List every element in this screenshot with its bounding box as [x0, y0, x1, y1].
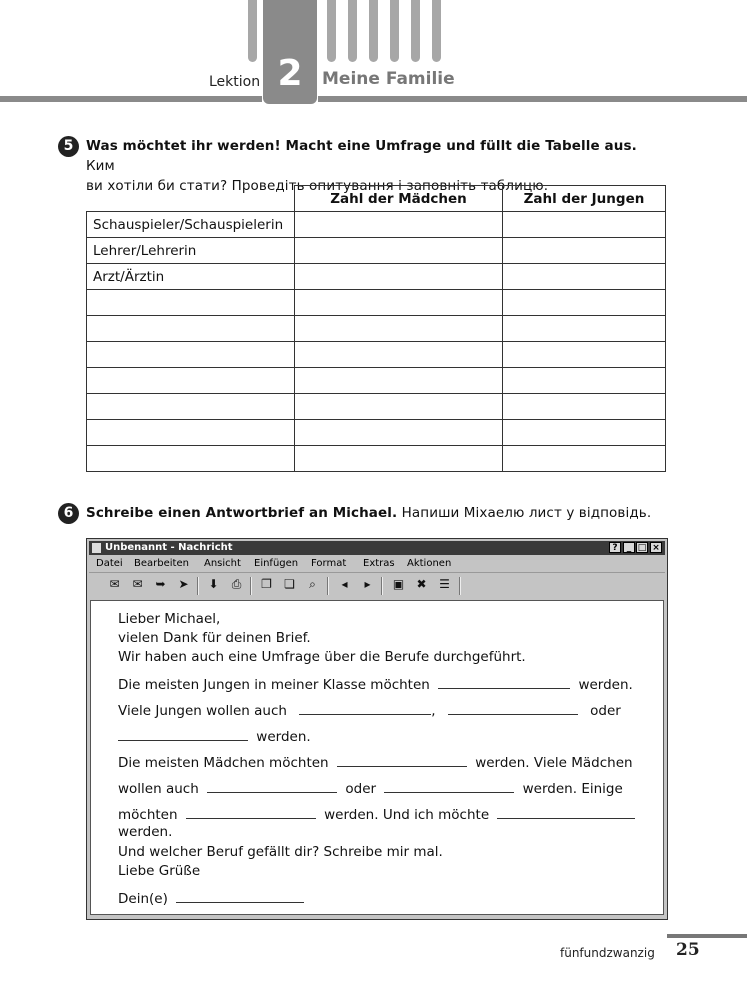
letter-line	[118, 806, 639, 823]
move-icon[interactable]: ❏	[284, 577, 295, 591]
answer-blank[interactable]	[448, 702, 578, 715]
toolbar-separator	[327, 577, 329, 595]
girls-count-cell[interactable]	[295, 394, 503, 420]
letter-text: oder	[345, 781, 377, 797]
letter-text: Dein(e)	[118, 891, 168, 907]
profession-cell: Arzt/Ärztin	[87, 264, 295, 290]
letter-line	[118, 780, 623, 797]
letter-text: werden. Und ich möchte	[324, 807, 490, 823]
message-window	[86, 538, 668, 920]
previous-icon[interactable]: ◂	[341, 577, 348, 591]
letter-text: werden.	[256, 729, 311, 745]
menu-extras[interactable]: Extras	[363, 558, 395, 569]
profession-cell: Lehrer/Lehrerin	[87, 238, 295, 264]
toolbar-separator	[250, 577, 252, 595]
letter-text: wollen auch	[118, 781, 199, 797]
header-rule-right	[318, 96, 747, 102]
boys-count-cell[interactable]	[503, 446, 666, 472]
table-row	[87, 238, 666, 264]
window-titlebar	[89, 541, 665, 555]
girls-count-cell[interactable]	[295, 446, 503, 472]
answer-blank[interactable]	[207, 780, 337, 793]
header-stripe	[348, 0, 357, 62]
task-5-instruction-uk-2: ви хотіли би стати? Проведіть опитування і заповніть таблицю.	[86, 178, 549, 194]
profession-cell[interactable]	[87, 290, 295, 316]
table-row	[87, 368, 666, 394]
table-header-boys: Zahl der Jungen	[503, 186, 666, 212]
table-row	[87, 446, 666, 472]
task-6-instruction	[86, 503, 666, 523]
header-stripe	[248, 0, 257, 62]
header-stripe	[411, 0, 420, 62]
forward-icon[interactable]: ➥	[155, 577, 166, 591]
girls-count-cell[interactable]	[295, 316, 503, 342]
survey-table	[86, 185, 666, 472]
letter-line: Und welcher Beruf gefällt dir? Schreibe mir mal.	[118, 844, 443, 860]
table-row	[87, 342, 666, 368]
answer-blank[interactable]	[299, 702, 431, 715]
boys-count-cell[interactable]	[503, 420, 666, 446]
letter-text: werden.	[578, 677, 633, 693]
maximize-button[interactable]: □	[637, 543, 647, 553]
boys-count-cell[interactable]	[503, 368, 666, 394]
profession-cell[interactable]	[87, 316, 295, 342]
reply-icon[interactable]: ✉	[109, 577, 120, 591]
boys-count-cell[interactable]	[503, 394, 666, 420]
window-title: Unbenannt - Nachricht	[105, 542, 233, 553]
menu-aktionen[interactable]: Aktionen	[407, 558, 452, 569]
girls-count-cell[interactable]	[295, 290, 503, 316]
letter-line: werden.	[118, 824, 173, 840]
profession-cell[interactable]	[87, 342, 295, 368]
menu-bar	[89, 556, 665, 571]
letter-line: Wir haben auch eine Umfrage über die Berufe durchgeführt.	[118, 649, 526, 665]
lesson-number: 2	[277, 53, 303, 94]
boys-count-cell[interactable]	[503, 212, 666, 238]
reply-all-icon[interactable]: ✉	[132, 577, 143, 591]
girls-count-cell[interactable]	[295, 368, 503, 394]
inbox-icon[interactable]: ▣	[392, 577, 405, 591]
lektion-label: Lektion	[209, 74, 261, 90]
header-stripe	[369, 0, 378, 62]
boys-count-cell[interactable]	[503, 342, 666, 368]
next-icon[interactable]: ▸	[364, 577, 371, 591]
letter-text: ,	[431, 703, 436, 719]
menu-datei[interactable]: Datei	[96, 558, 123, 569]
girls-count-cell[interactable]	[295, 212, 503, 238]
task-6-instruction-uk: Напиши Міхаелю лист у відповідь.	[401, 505, 652, 521]
signature-blank[interactable]	[176, 890, 304, 903]
copy-icon[interactable]: ❐	[261, 577, 272, 591]
profession-cell[interactable]	[87, 394, 295, 420]
letter-text: Viele Jungen wollen auch	[118, 703, 287, 719]
boys-count-cell[interactable]	[503, 316, 666, 342]
profession-cell[interactable]	[87, 368, 295, 394]
girls-count-cell[interactable]	[295, 238, 503, 264]
boys-count-cell[interactable]	[503, 238, 666, 264]
letter-signature-line	[118, 890, 304, 907]
girls-count-cell[interactable]	[295, 420, 503, 446]
header-rule-left	[0, 96, 262, 102]
answer-blank[interactable]	[384, 780, 514, 793]
letter-line	[118, 728, 311, 745]
answer-blank[interactable]	[438, 676, 570, 689]
girls-count-cell[interactable]	[295, 342, 503, 368]
letter-text: möchten	[118, 807, 178, 823]
minimize-button[interactable]: _	[623, 542, 635, 553]
letter-text: Die meisten Jungen in meiner Klasse möchten	[118, 677, 430, 693]
delete-icon[interactable]: ✖	[416, 577, 427, 591]
letter-closing: Liebe Grüße	[118, 863, 201, 879]
menu-bearbeiten[interactable]: Bearbeiten	[134, 558, 189, 569]
table-row	[87, 394, 666, 420]
header-stripe	[327, 0, 336, 62]
task-6-instruction-de: Schreibe einen Antwortbrief an Michael.	[86, 505, 398, 521]
letter-text: werden. Einige	[522, 781, 623, 797]
find-icon[interactable]: ⌕	[309, 577, 316, 591]
header-stripe	[390, 0, 399, 62]
document-icon	[92, 543, 101, 553]
boys-count-cell[interactable]	[503, 264, 666, 290]
toolbar-separator	[381, 577, 383, 595]
letter-text: werden. Viele Mädchen	[475, 755, 633, 771]
address-book-icon[interactable]: ☰	[439, 577, 450, 591]
table-row	[87, 316, 666, 342]
letter-salutation: Lieber Michael,	[118, 611, 221, 627]
table-row	[87, 290, 666, 316]
message-body[interactable]	[90, 600, 664, 915]
footer-rule	[667, 934, 747, 938]
table-row	[87, 212, 666, 238]
menu-einfuegen[interactable]: Einfügen	[254, 558, 299, 569]
header-stripe	[432, 0, 441, 62]
close-button[interactable]: ×	[650, 542, 662, 553]
table-header-girls: Zahl der Mädchen	[295, 186, 503, 212]
letter-text: Die meisten Mädchen möchten	[118, 755, 329, 771]
profession-cell: Schauspieler/Schauspielerin	[87, 212, 295, 238]
page-number-word: fünfundzwanzig	[560, 946, 655, 960]
table-row	[87, 264, 666, 290]
table-header-row	[87, 186, 666, 212]
profession-cell[interactable]	[87, 446, 295, 472]
task-5-instruction-uk-1: Ким	[86, 158, 115, 174]
letter-line: vielen Dank für deinen Brief.	[118, 630, 311, 646]
task-6-marker: 6	[58, 503, 79, 524]
print-icon[interactable]: ⎙	[231, 577, 242, 591]
answer-blank[interactable]	[497, 806, 635, 819]
letter-text: oder	[590, 703, 621, 719]
answer-blank[interactable]	[186, 806, 316, 819]
page-title: Meine Familie	[322, 69, 455, 89]
profession-cell[interactable]	[87, 420, 295, 446]
letter-line	[118, 754, 633, 771]
task-5-marker: 5	[58, 136, 79, 157]
menu-ansicht[interactable]: Ansicht	[204, 558, 241, 569]
save-icon[interactable]: ⬇	[208, 577, 219, 591]
letter-line	[118, 702, 621, 719]
answer-blank[interactable]	[118, 728, 248, 741]
table-header-empty	[87, 186, 295, 212]
boys-count-cell[interactable]	[503, 290, 666, 316]
toolbar-separator	[197, 577, 199, 595]
table-row	[87, 420, 666, 446]
letter-line	[118, 676, 633, 693]
menu-format[interactable]: Format	[311, 558, 347, 569]
page-number: 25	[676, 940, 700, 960]
answer-blank[interactable]	[337, 754, 467, 767]
toolbar-separator	[459, 577, 461, 595]
toolbar	[89, 572, 665, 599]
send-icon[interactable]: ➤	[178, 577, 189, 591]
girls-count-cell[interactable]	[295, 264, 503, 290]
help-button[interactable]: ?	[609, 542, 621, 553]
task-5-instruction-de: Was möchtet ihr werden! Macht eine Umfrage und füllt die Tabelle aus.	[86, 138, 637, 154]
